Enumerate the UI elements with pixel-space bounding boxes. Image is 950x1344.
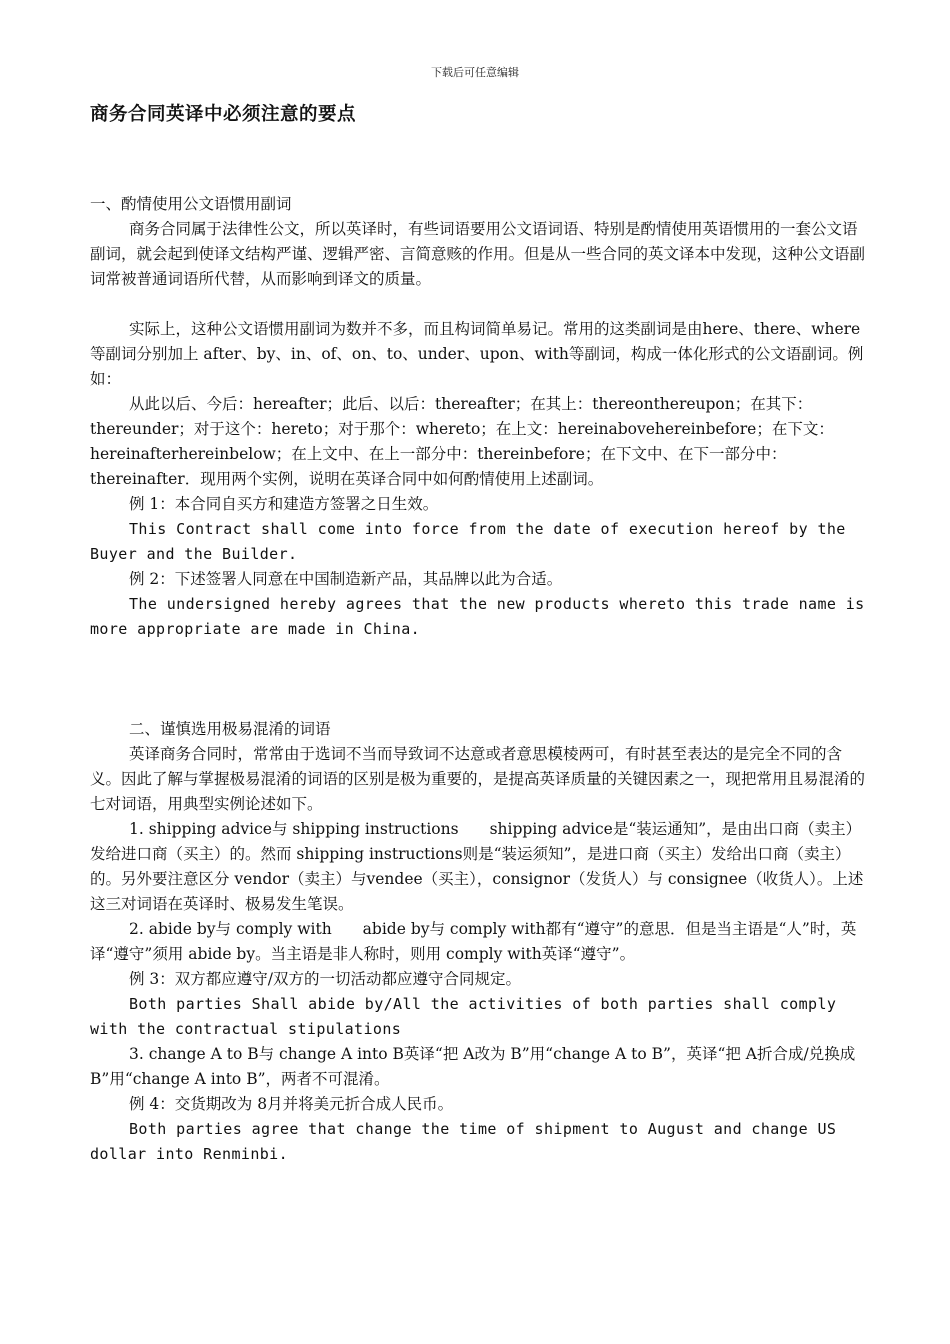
example-2-label: 例 2：下述签署人同意在中国制造新产品，其品牌以此为合适。 xyxy=(129,570,563,588)
section-2-paragraph-1: 英译商务合同时，常常由于选词不当而导致词不达意或者意思模棱两可，有时甚至表达的是完全不同的含义。因此了解与掌握极易混淆的词语的区别是极为重要的，是提高英译质量的关键因素之一，现把常用且易混淆的七对词语，用典型实例论述如下。 xyxy=(90,745,866,813)
section-1-heading: 一、酌情使用公文语惯用副词 xyxy=(90,195,292,213)
section-spacer xyxy=(90,642,870,667)
example-4-english: Both parties agree that change the time of shipment to August and change US dollar into Renminbi. xyxy=(90,1120,837,1163)
section-2-item-1: 1. shipping advice与 shipping instructions shipping advice是“装运通知”，是由出口商（卖主）发给进口商（买主）的。然而 shipping instructions则是“装运须知”，是进口商（买主）发给出口商（卖主）的。另外要注意区分 vendor（卖主）与vendee（买主），consignor（发货人）与 consignee（收货人）。上述这三对词语在英译时、极易发生笔误。 xyxy=(90,820,864,913)
section-spacer xyxy=(90,667,870,692)
paragraph-spacer xyxy=(90,292,870,317)
section-2-item-2: 2. abide by与 comply with abide by与 comply with都有“遵守”的意思．但是当主语是“人”时，英译“遵守”须用 abide by。当主语是非人称时，则用 comply with英译“遵守”。 xyxy=(90,920,857,963)
section-1-paragraph-3: 从此以后、今后：hereafter；此后、以后：thereafter；在其上：thereonthereupon；在其下：thereunder；对于这个：hereto；对于那个：whereto；在上文：hereinabovehereinbefore；在下文：hereinafterhereinbelow；在上文中、在上一部分中：thereinbefore；在下文中、在下一部分中：thereinafter．现用两个实例，说明在英译合同中如何酌情使用上述副词。 xyxy=(90,395,834,488)
example-2-english: The undersigned hereby agrees that the new products whereto this trade name is more appropriate are made in China. xyxy=(90,595,865,638)
example-3-label: 例 3：双方都应遵守/双方的一切活动都应遵守合同规定。 xyxy=(129,970,522,988)
example-1-label: 例 1：本合同自买方和建造方签署之日生效。 xyxy=(129,495,439,513)
example-4-label: 例 4：交货期改为 8月并将美元折合成人民币。 xyxy=(129,1095,454,1113)
example-3-english: Both parties Shall abide by/All the activities of both parties shall comply with the contractual stipulations xyxy=(90,995,837,1038)
section-1-paragraph-2: 实际上，这种公文语惯用副词为数并不多，而且构词简单易记。常用的这类副词是由here、there、where等副词分别加上 after、by、in、of、on、to、under、upon、with等副词，构成一体化形式的公文语副词。例如： xyxy=(90,320,864,388)
section-spacer xyxy=(90,692,870,717)
example-1-english: This Contract shall come into force from the date of execution hereof by the Buyer and the Builder. xyxy=(90,520,846,563)
section-1-paragraph-1: 商务合同属于法律性公文，所以英译时，有些词语要用公文语词语、特别是酌情使用英语惯用的一套公文语副词，就会起到使译文结构严谨、逻辑严密、言简意赅的作用。但是从一些合同的英文译本中发现，这种公文语副词常被普通词语所代替，从而影响到译文的质量。 xyxy=(90,220,866,288)
document-title: 商务合同英译中必须注意的要点 xyxy=(90,104,357,125)
header-note: 下载后可任意编辑 xyxy=(431,66,519,79)
document-body xyxy=(90,192,870,1167)
section-2-heading: 二、谨慎选用极易混淆的词语 xyxy=(129,720,331,738)
section-2-item-3: 3. change A to B与 change A into B英译“把 A改为 B”用“change A to B”，英译“把 A折合成/兑换成 B”用“change A into B”，两者不可混淆。 xyxy=(90,1045,856,1088)
